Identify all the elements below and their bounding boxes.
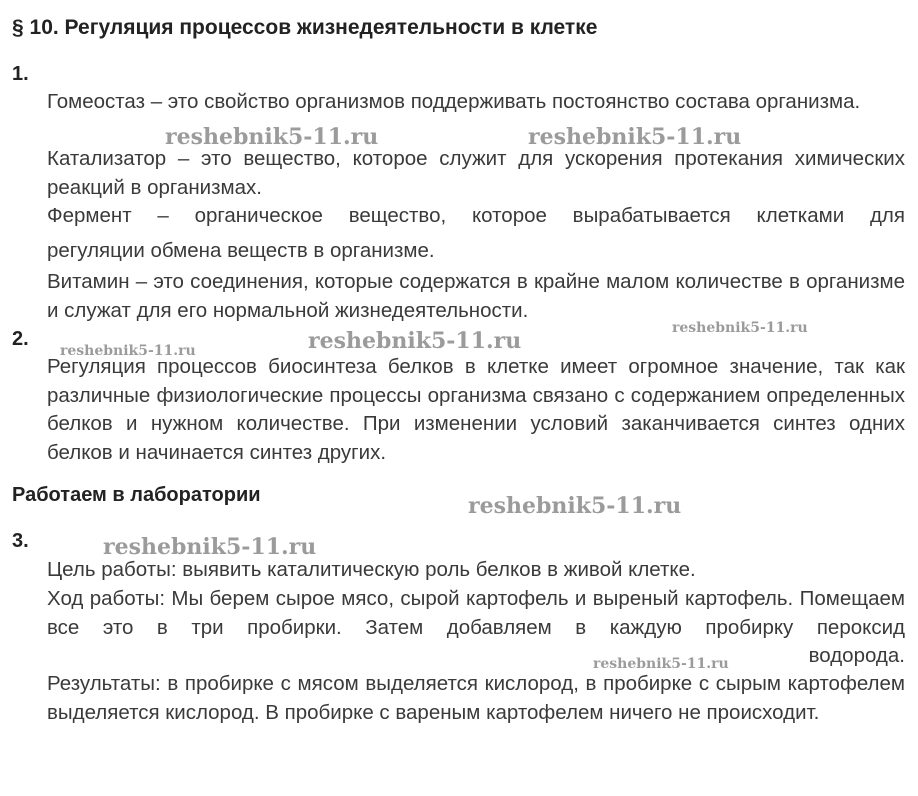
watermark: reshebnik5-11.ru bbox=[60, 343, 196, 359]
lab-heading: Работаем в лаборатории bbox=[12, 484, 261, 506]
protein-regulation-paragraph: Регуляция процессов биосинтеза белков в клетке имеет огромное значение, так как различные физиологические процессы организма связано с содержанием определенных белков и нужном количестве. При изменении условий заканчивается синтез одних белков и начинается синтез других. bbox=[47, 355, 905, 464]
lab-process: Ход работы: Мы берем сырое мясо, сырой картофель и выреный картофель. Помещаем все это в три пробирки. Затем добавляем в каждую пробирку пероксид bbox=[47, 587, 905, 639]
watermark: reshebnik5-11.ru bbox=[103, 534, 317, 560]
watermark: reshebnik5-11.ru bbox=[672, 320, 808, 336]
section-number-3: 3. bbox=[12, 530, 29, 552]
definition-enzyme-line2: регуляции обмена веществ в организме. bbox=[47, 239, 435, 262]
definition-homeostasis: Гомеостаз – это свойство организмов поддерживать постоянство состава организма. bbox=[47, 90, 861, 113]
page-title: § 10. Регуляция процессов жизнедеятельности в клетке bbox=[12, 16, 598, 39]
definition-vitamin: Витамин – это соединения, которые содержатся в крайне малом количестве в организме и служат для его нормальной жизнедеятельности. bbox=[47, 270, 905, 322]
section-number-2: 2. bbox=[12, 328, 29, 350]
definition-catalyst: Катализатор – это вещество, которое служит для ускорения протекания химических реакций в организмах. bbox=[47, 147, 905, 199]
section-number-1: 1. bbox=[12, 63, 29, 85]
lab-results: Результаты: в пробирке с мясом выделяется кислород, в пробирке с сырым картофелем выделяется кислород. В пробирке с вареным картофелем ничего не происходит. bbox=[47, 672, 905, 724]
watermark: reshebnik5-11.ru bbox=[528, 124, 742, 150]
watermark: reshebnik5-11.ru bbox=[308, 328, 522, 354]
watermark: reshebnik5-11.ru bbox=[165, 124, 379, 150]
lab-process-end: водорода. bbox=[808, 644, 905, 667]
watermark: reshebnik5-11.ru bbox=[593, 656, 729, 672]
lab-goal: Цель работы: выявить каталитическую роль белков в живой клетке. bbox=[47, 558, 696, 581]
definition-enzyme-line1: Фермент – органическое вещество, которое вырабатывается клетками для bbox=[47, 204, 905, 227]
watermark: reshebnik5-11.ru bbox=[468, 493, 682, 519]
